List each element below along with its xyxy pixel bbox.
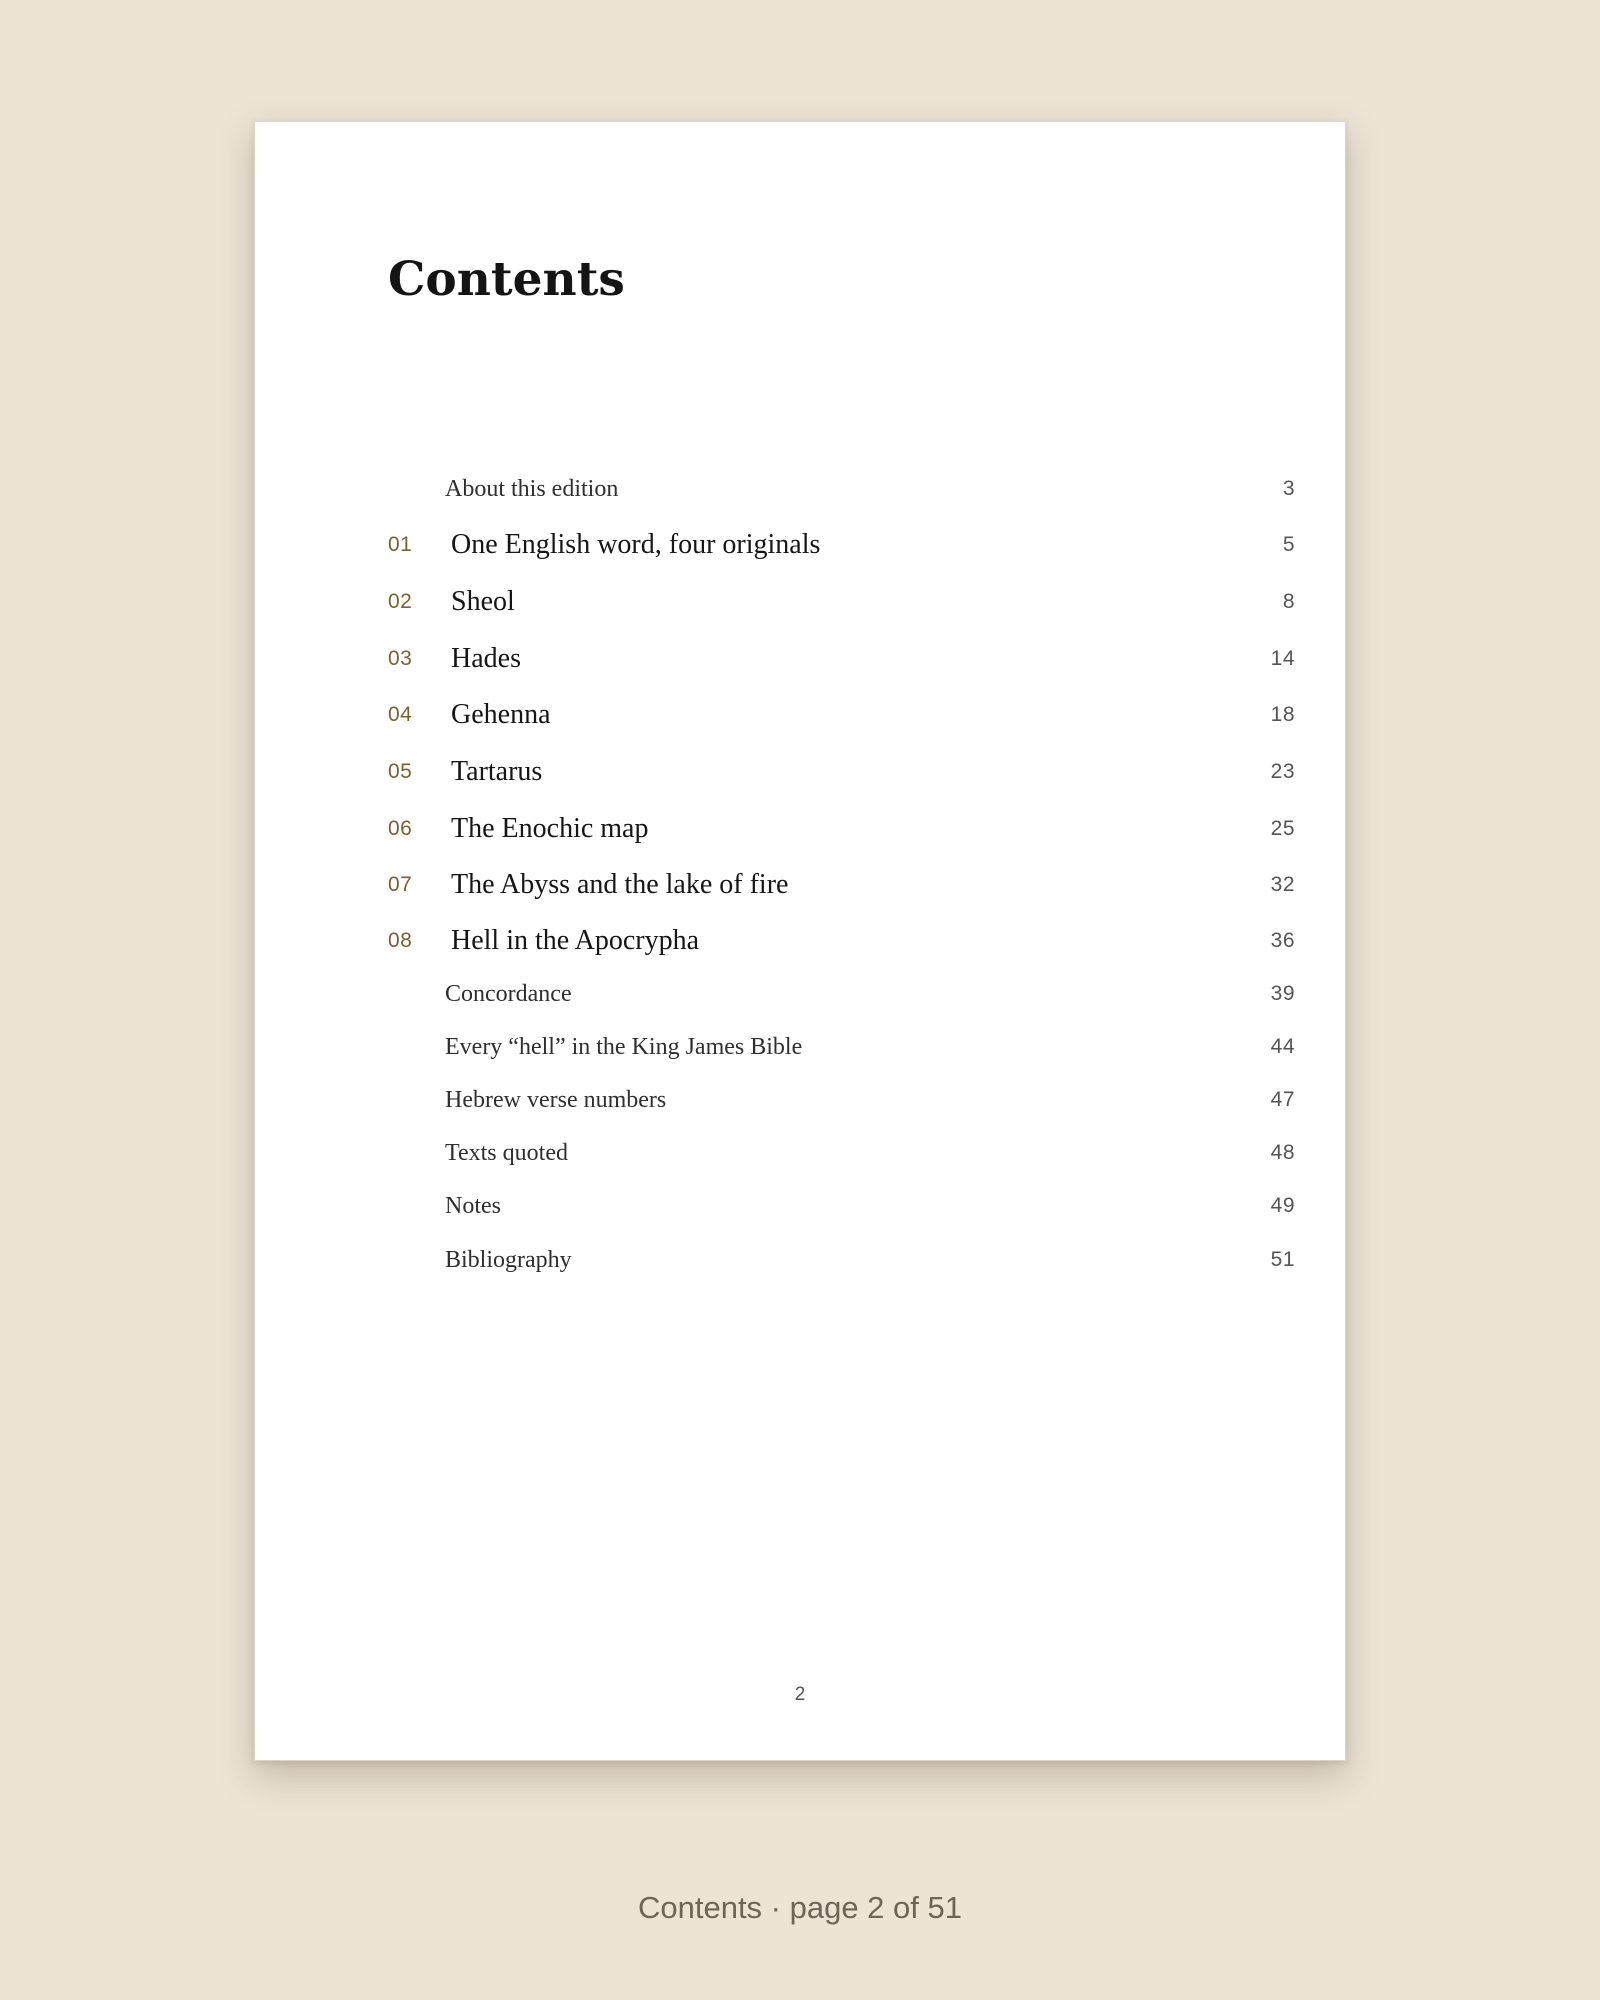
toc-entry-page: 48 [1270,1141,1295,1164]
toc-entry-label: The Enochic map [451,813,649,844]
toc-entry-page: 44 [1270,1035,1295,1058]
toc-entry[interactable] [388,1240,1295,1280]
toc-entry-label: Notes [445,1193,501,1219]
toc-entry-label: Gehenna [451,699,551,730]
toc-entry-page: 3 [1282,477,1295,500]
document-page [254,121,1346,1761]
toc-chapter[interactable] [388,752,1295,792]
toc-entry-page: 5 [1282,533,1295,556]
page-title: Contents [388,252,625,307]
toc-entry-page: 8 [1282,590,1295,613]
toc-entry-label: Tartarus [451,756,543,787]
toc-entry-label: Every “hell” in the King James Bible [445,1034,803,1060]
toc-entry-label: Hell in the Apocrypha [451,925,700,956]
toc-chapter-number: 04 [388,703,413,726]
toc-entry-label: Concordance [445,981,572,1007]
toc-entry-page: 18 [1270,703,1295,726]
toc-entry-label: One English word, four originals [451,529,821,560]
toc-chapter[interactable] [388,525,1295,565]
toc-entry-label: About this edition [445,476,619,502]
toc-entry-page: 36 [1270,929,1295,952]
toc-entry-page: 32 [1270,873,1295,896]
toc-entry-page: 25 [1270,817,1295,840]
toc-chapter-number: 03 [388,647,413,670]
toc-entry[interactable] [388,974,1295,1014]
toc-entry-label: Hades [451,643,521,674]
toc-entry-label: Texts quoted [445,1140,568,1166]
page-number: 2 [794,1684,806,1705]
toc-entry[interactable] [388,1027,1295,1067]
toc-entry-label: Sheol [451,586,515,617]
toc-entry-label: The Abyss and the lake of fire [451,869,789,900]
toc-entry[interactable] [388,1080,1295,1120]
toc-chapter-number: 06 [388,817,413,840]
page-indicator: Contents · page 2 of 51 [637,1890,962,1925]
toc-entry[interactable] [388,1186,1295,1226]
toc-entry-page: 51 [1270,1248,1295,1271]
toc-entry-page: 14 [1270,647,1295,670]
toc-chapter[interactable] [388,695,1295,735]
toc-entry-label: Bibliography [445,1247,572,1273]
toc-chapter[interactable] [388,639,1295,679]
toc-entry-page: 23 [1270,760,1295,783]
toc-entry-label: Hebrew verse numbers [445,1087,667,1113]
toc-entry-page: 49 [1270,1194,1295,1217]
toc-chapter[interactable] [388,865,1295,905]
toc-entry-page: 39 [1270,982,1295,1005]
toc-chapter-number: 02 [388,590,413,613]
toc-chapter-number: 07 [388,873,413,896]
toc-entry[interactable] [388,1133,1295,1173]
toc-chapter-number: 01 [388,533,413,556]
toc-chapter[interactable] [388,582,1295,622]
toc-entry[interactable] [388,469,1295,509]
toc-chapter[interactable] [388,921,1295,961]
toc-chapter[interactable] [388,809,1295,849]
toc-chapter-number: 08 [388,929,413,952]
toc-entry-page: 47 [1270,1088,1295,1111]
toc-chapter-number: 05 [388,760,413,783]
